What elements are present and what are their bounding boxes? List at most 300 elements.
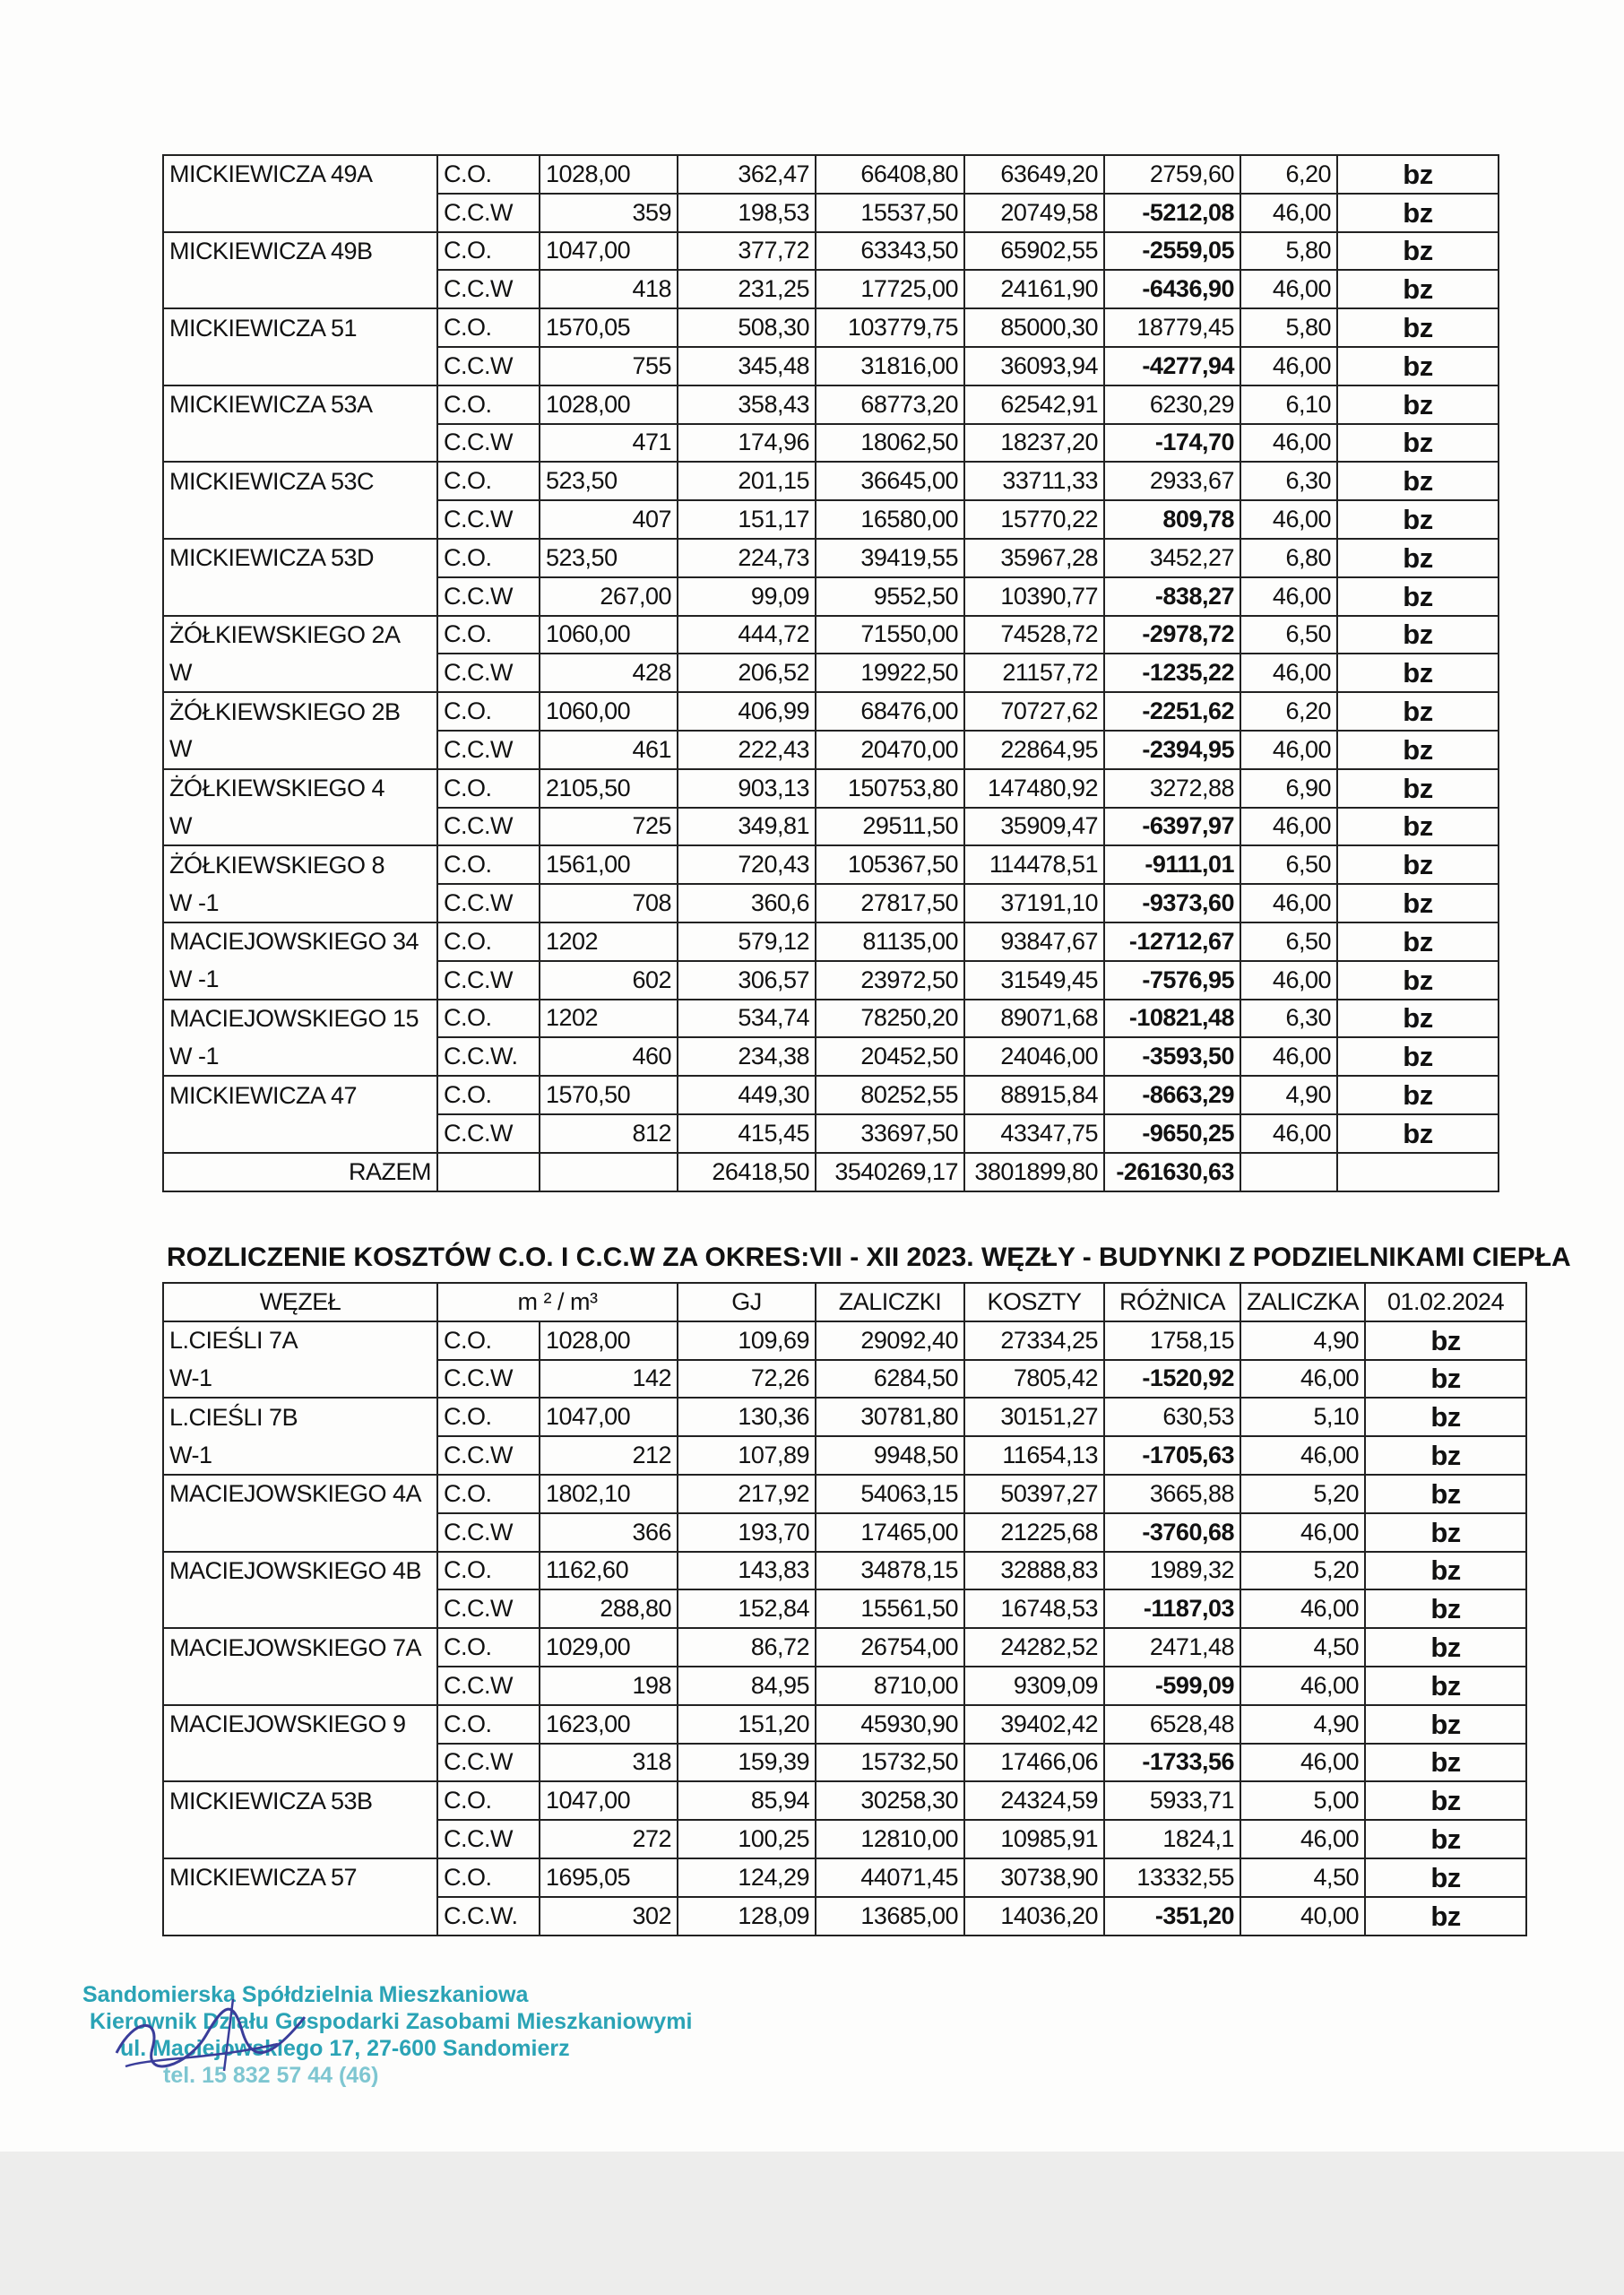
status-value: bz [1337,654,1499,692]
roznica-value: 1758,15 [1104,1321,1240,1360]
table-row [163,808,1499,846]
status-value: bz [1337,616,1499,654]
gj-value: 449,30 [678,1076,816,1114]
medium-type: C.O. [437,1705,540,1744]
roznica-value: 2759,60 [1104,155,1240,194]
total-roznica: -261630,63 [1104,1153,1240,1191]
rate-value: 46,00 [1240,808,1337,846]
area-value: 1028,00 [540,385,678,424]
node-name: MACIEJOWSKIEGO 15 [163,1000,437,1038]
node-name-suffix [163,1513,437,1552]
rate-value: 5,20 [1240,1475,1365,1513]
status-value: bz [1365,1897,1526,1936]
rate-value: 46,00 [1240,500,1337,539]
medium-type: C.C.W [437,731,540,769]
area-value: 1029,00 [540,1628,678,1667]
roznica-value: -6397,97 [1104,808,1240,846]
zaliczki-value: 45930,90 [816,1705,964,1744]
rate-value: 6,10 [1240,385,1337,424]
area-value: 1047,00 [540,232,678,271]
medium-type: C.O. [437,1858,540,1897]
zaliczki-value: 36645,00 [816,462,964,500]
koszty-value: 17466,06 [964,1744,1104,1782]
status-value: bz [1337,462,1499,500]
table-row [163,1000,1499,1038]
medium-type: C.O. [437,1398,540,1436]
status-value: bz [1337,232,1499,271]
roznica-value: -351,20 [1104,1897,1240,1936]
zaliczki-value: 30781,80 [816,1398,964,1436]
rate-value: 46,00 [1240,1114,1337,1153]
node-name: MICKIEWICZA 53A [163,385,437,424]
roznica-value: 13332,55 [1104,1858,1240,1897]
node-name: MACIEJOWSKIEGO 4A [163,1475,437,1513]
medium-type: C.O. [437,1475,540,1513]
gj-value: 201,15 [678,462,816,500]
gj-value: 198,53 [678,194,816,232]
gj-value: 206,52 [678,654,816,692]
table-row [163,922,1499,961]
node-name: MICKIEWICZA 49B [163,232,437,271]
medium-type: C.O. [437,232,540,271]
rate-value: 46,00 [1240,1744,1365,1782]
gj-value: 86,72 [678,1628,816,1667]
status-value: bz [1337,922,1499,961]
zaliczki-value: 6284,50 [816,1360,964,1399]
koszty-value: 37191,10 [964,884,1104,922]
roznica-value: 2933,67 [1104,462,1240,500]
koszty-value: 18237,20 [964,424,1104,463]
koszty-value: 93847,67 [964,922,1104,961]
roznica-value: 1989,32 [1104,1552,1240,1590]
rate-value: 46,00 [1240,1436,1365,1475]
table-row [163,616,1499,654]
medium-type: C.C.W [437,654,540,692]
gj-value: 84,95 [678,1667,816,1705]
node-name-suffix [163,1667,437,1705]
node-name-suffix [163,194,437,232]
zaliczki-value: 15732,50 [816,1744,964,1782]
roznica-value: 18779,45 [1104,308,1240,347]
koszty-value: 24046,00 [964,1037,1104,1076]
rate-value: 46,00 [1240,1589,1365,1628]
area-value: 318 [540,1744,678,1782]
node-name-suffix: W -1 [163,884,437,922]
rate-value: 6,50 [1240,616,1337,654]
zaliczki-value: 39419,55 [816,539,964,577]
koszty-value: 7805,42 [964,1360,1104,1399]
rate-value: 4,90 [1240,1076,1337,1114]
table-row [163,1820,1526,1858]
node-name-suffix [163,1820,437,1858]
area-value: 1047,00 [540,1781,678,1820]
zaliczki-value: 68773,20 [816,385,964,424]
area-value: 1060,00 [540,692,678,731]
rate-value: 4,50 [1240,1628,1365,1667]
zaliczki-value: 18062,50 [816,424,964,463]
handwritten-signature [99,1981,332,2089]
node-name: ŻÓŁKIEWSKIEGO 2A [163,616,437,654]
koszty-value: 114478,51 [964,845,1104,884]
zaliczki-value: 78250,20 [816,1000,964,1038]
node-name: ŻÓŁKIEWSKIEGO 4 [163,769,437,808]
area-value: 1162,60 [540,1552,678,1590]
rate-value: 46,00 [1240,347,1337,385]
zaliczki-value: 15537,50 [816,194,964,232]
roznica-value: -1520,92 [1104,1360,1240,1399]
table-row [163,1589,1526,1628]
roznica-value: -2559,05 [1104,232,1240,271]
header-row [163,1283,1526,1321]
node-name-suffix: W-1 [163,1360,437,1399]
koszty-value: 89071,68 [964,1000,1104,1038]
area-value: 267,00 [540,577,678,616]
koszty-value: 35967,28 [964,539,1104,577]
gj-value: 360,6 [678,884,816,922]
gj-value: 444,72 [678,616,816,654]
medium-type: C.C.W [437,1436,540,1475]
status-value: bz [1337,500,1499,539]
header-wezel: WĘZEŁ [163,1283,437,1321]
table-row [163,1321,1526,1360]
medium-type: C.C.W [437,194,540,232]
status-value: bz [1365,1552,1526,1590]
gj-value: 222,43 [678,731,816,769]
roznica-value: -599,09 [1104,1667,1240,1705]
roznica-value: 2471,48 [1104,1628,1240,1667]
medium-type: C.O. [437,539,540,577]
section-title: ROZLICZENIE KOSZTÓW C.O. I C.C.W ZA OKRES:VII - XII 2023. WĘZŁY - BUDYNKI Z PODZIELNIKAMI CIEPŁA [167,1243,1571,1272]
medium-type: C.C.W [437,1513,540,1552]
table-row [163,385,1499,424]
status-value: bz [1337,1037,1499,1076]
status-value: bz [1337,270,1499,308]
koszty-value: 74528,72 [964,616,1104,654]
node-name-suffix [163,1897,437,1936]
table-row [163,1114,1499,1153]
roznica-value: -2394,95 [1104,731,1240,769]
gj-value: 231,25 [678,270,816,308]
zaliczki-value: 13685,00 [816,1897,964,1936]
koszty-value: 27334,25 [964,1321,1104,1360]
koszty-value: 11654,13 [964,1436,1104,1475]
status-value: bz [1337,155,1499,194]
node-name: L.CIEŚLI 7A [163,1321,437,1360]
medium-type: C.O. [437,1552,540,1590]
roznica-value: -7576,95 [1104,961,1240,1000]
header-roznica: RÓŻNICA [1104,1283,1240,1321]
status-value: bz [1337,961,1499,1000]
roznica-value: 1824,1 [1104,1820,1240,1858]
koszty-value: 10390,77 [964,577,1104,616]
total-zaliczki: 3540269,17 [816,1153,964,1191]
area-value: 1060,00 [540,616,678,654]
area-value: 1695,05 [540,1858,678,1897]
area-value: 1570,05 [540,308,678,347]
roznica-value: -838,27 [1104,577,1240,616]
node-name-suffix [163,1589,437,1628]
rate-value: 46,00 [1240,270,1337,308]
area-value: 1561,00 [540,845,678,884]
rate-value: 5,10 [1240,1398,1365,1436]
area-value: 1202 [540,922,678,961]
koszty-value: 30738,90 [964,1858,1104,1897]
medium-type: C.O. [437,692,540,731]
status-value: bz [1337,308,1499,347]
rate-value: 4,50 [1240,1858,1365,1897]
roznica-value: -6436,90 [1104,270,1240,308]
status-value: bz [1337,539,1499,577]
rate-value: 46,00 [1240,654,1337,692]
node-name-suffix: W -1 [163,1037,437,1076]
status-value: bz [1365,1360,1526,1399]
koszty-value: 15770,22 [964,500,1104,539]
table-row [163,1513,1526,1552]
koszty-value: 30151,27 [964,1398,1104,1436]
area-value: 198 [540,1667,678,1705]
zaliczki-value: 19922,50 [816,654,964,692]
node-name-suffix [163,1744,437,1782]
koszty-value: 22864,95 [964,731,1104,769]
status-value: bz [1337,347,1499,385]
area-value: 359 [540,194,678,232]
roznica-value: 809,78 [1104,500,1240,539]
node-name: MACIEJOWSKIEGO 4B [163,1552,437,1590]
koszty-value: 32888,83 [964,1552,1104,1590]
status-value: bz [1337,577,1499,616]
roznica-value: -1733,56 [1104,1744,1240,1782]
area-value: 407 [540,500,678,539]
zaliczki-value: 16580,00 [816,500,964,539]
medium-type: C.O. [437,1076,540,1114]
zaliczki-value: 20452,50 [816,1037,964,1076]
gj-value: 151,20 [678,1705,816,1744]
gj-value: 193,70 [678,1513,816,1552]
koszty-value: 16748,53 [964,1589,1104,1628]
gj-value: 406,99 [678,692,816,731]
area-value: 142 [540,1360,678,1399]
table-row [163,155,1499,194]
roznica-value: -8663,29 [1104,1076,1240,1114]
medium-type: C.O. [437,155,540,194]
roznica-value: -9650,25 [1104,1114,1240,1153]
roznica-value: -1187,03 [1104,1589,1240,1628]
rate-value: 5,80 [1240,232,1337,271]
roznica-value: -1235,22 [1104,654,1240,692]
stamp-line-3: ul. Maciejowskiego 17, 27-600 Sandomierz [120,2036,570,2061]
koszty-value: 36093,94 [964,347,1104,385]
area-value: 755 [540,347,678,385]
gj-value: 345,48 [678,347,816,385]
koszty-value: 24282,52 [964,1628,1104,1667]
zaliczki-value: 29511,50 [816,808,964,846]
zaliczki-value: 44071,45 [816,1858,964,1897]
area-value: 1623,00 [540,1705,678,1744]
medium-type: C.O. [437,769,540,808]
status-value: bz [1337,731,1499,769]
area-value: 2105,50 [540,769,678,808]
status-value: bz [1337,769,1499,808]
area-value: 428 [540,654,678,692]
settlement-table-lower [162,1282,1527,1936]
area-value: 366 [540,1513,678,1552]
koszty-value: 85000,30 [964,308,1104,347]
roznica-value: -2978,72 [1104,616,1240,654]
status-value: bz [1365,1667,1526,1705]
total-koszty: 3801899,80 [964,1153,1104,1191]
table-row [163,1475,1526,1513]
medium-type: C.C.W [437,961,540,1000]
koszty-value: 31549,45 [964,961,1104,1000]
medium-type: C.C.W [437,1820,540,1858]
node-name-suffix [163,577,437,616]
gj-value: 362,47 [678,155,816,194]
area-value: 1802,10 [540,1475,678,1513]
medium-type: C.O. [437,845,540,884]
koszty-value: 35909,47 [964,808,1104,846]
total-row [163,1153,1499,1191]
rate-value: 46,00 [1240,961,1337,1000]
node-name: MACIEJOWSKIEGO 7A [163,1628,437,1667]
roznica-value: -4277,94 [1104,347,1240,385]
gj-value: 224,73 [678,539,816,577]
status-value: bz [1365,1398,1526,1436]
area-value: 1570,50 [540,1076,678,1114]
table-row [163,1552,1526,1590]
area-value: 1028,00 [540,155,678,194]
table-row [163,1436,1526,1475]
header-gj: GJ [678,1283,816,1321]
koszty-value: 62542,91 [964,385,1104,424]
node-name: MICKIEWICZA 53B [163,1781,437,1820]
zaliczki-value: 68476,00 [816,692,964,731]
koszty-value: 24161,90 [964,270,1104,308]
status-value: bz [1365,1858,1526,1897]
medium-type: C.O. [437,1000,540,1038]
status-value: bz [1337,692,1499,731]
koszty-value: 50397,27 [964,1475,1104,1513]
table-row [163,1858,1526,1897]
rate-value: 40,00 [1240,1897,1365,1936]
node-name-suffix [163,270,437,308]
zaliczki-value: 34878,15 [816,1552,964,1590]
roznica-value: -3760,68 [1104,1513,1240,1552]
table-row [163,654,1499,692]
gj-value: 217,92 [678,1475,816,1513]
medium-type: C.O. [437,308,540,347]
medium-type: C.C.W [437,1589,540,1628]
header-zaliczki: ZALICZKI [816,1283,964,1321]
node-name: MICKIEWICZA 47 [163,1076,437,1114]
zaliczki-value: 63343,50 [816,232,964,271]
medium-type: C.C.W. [437,1037,540,1076]
roznica-value: 6230,29 [1104,385,1240,424]
status-value: bz [1365,1475,1526,1513]
node-name: ŻÓŁKIEWSKIEGO 8 [163,845,437,884]
gj-value: 151,17 [678,500,816,539]
total-empty [437,1153,540,1191]
gj-value: 143,83 [678,1552,816,1590]
rate-value: 6,50 [1240,845,1337,884]
gj-value: 415,45 [678,1114,816,1153]
node-name: MICKIEWICZA 53D [163,539,437,577]
status-value: bz [1365,1820,1526,1858]
zaliczki-value: 23972,50 [816,961,964,1000]
medium-type: C.C.W [437,270,540,308]
area-value: 1028,00 [540,1321,678,1360]
roznica-value: 5933,71 [1104,1781,1240,1820]
rate-value: 6,90 [1240,769,1337,808]
medium-type: C.C.W [437,347,540,385]
table-row [163,884,1499,922]
roznica-value: 6528,48 [1104,1705,1240,1744]
rate-value: 5,80 [1240,308,1337,347]
koszty-value: 20749,58 [964,194,1104,232]
rate-value: 4,90 [1240,1321,1365,1360]
roznica-value: -2251,62 [1104,692,1240,731]
node-name-suffix: W-1 [163,1436,437,1475]
rate-value: 5,20 [1240,1552,1365,1590]
node-name: MICKIEWICZA 53C [163,462,437,500]
total-gj: 26418,50 [678,1153,816,1191]
total-empty [1337,1153,1499,1191]
roznica-value: -3593,50 [1104,1037,1240,1076]
koszty-value: 63649,20 [964,155,1104,194]
status-value: bz [1365,1589,1526,1628]
table-row [163,194,1499,232]
table-row [163,308,1499,347]
koszty-value: 21225,68 [964,1513,1104,1552]
area-value: 1202 [540,1000,678,1038]
zaliczki-value: 20470,00 [816,731,964,769]
roznica-value: -9111,01 [1104,845,1240,884]
total-empty [1240,1153,1337,1191]
node-name-suffix [163,500,437,539]
table-row [163,1628,1526,1667]
zaliczki-value: 15561,50 [816,1589,964,1628]
medium-type: C.O. [437,1781,540,1820]
zaliczki-value: 17725,00 [816,270,964,308]
rate-value: 6,20 [1240,692,1337,731]
status-value: bz [1365,1321,1526,1360]
rate-value: 46,00 [1240,424,1337,463]
status-value: bz [1365,1705,1526,1744]
koszty-value: 33711,33 [964,462,1104,500]
status-value: bz [1365,1781,1526,1820]
rate-value: 6,50 [1240,922,1337,961]
stamp-line-4: tel. 15 832 57 44 (46) [163,2063,379,2088]
table-row [163,1667,1526,1705]
area-value: 1047,00 [540,1398,678,1436]
gj-value: 358,43 [678,385,816,424]
area-value: 471 [540,424,678,463]
medium-type: C.O. [437,616,540,654]
table-row [163,577,1499,616]
koszty-value: 147480,92 [964,769,1104,808]
table-row [163,232,1499,271]
gj-value: 159,39 [678,1744,816,1782]
rate-value: 46,00 [1240,1820,1365,1858]
rate-value: 46,00 [1240,1037,1337,1076]
gj-value: 377,72 [678,232,816,271]
status-value: bz [1337,808,1499,846]
koszty-value: 9309,09 [964,1667,1104,1705]
node-name: MACIEJOWSKIEGO 9 [163,1705,437,1744]
koszty-value: 65902,55 [964,232,1104,271]
node-name-suffix: W [163,808,437,846]
status-value: bz [1365,1513,1526,1552]
zaliczki-value: 27817,50 [816,884,964,922]
